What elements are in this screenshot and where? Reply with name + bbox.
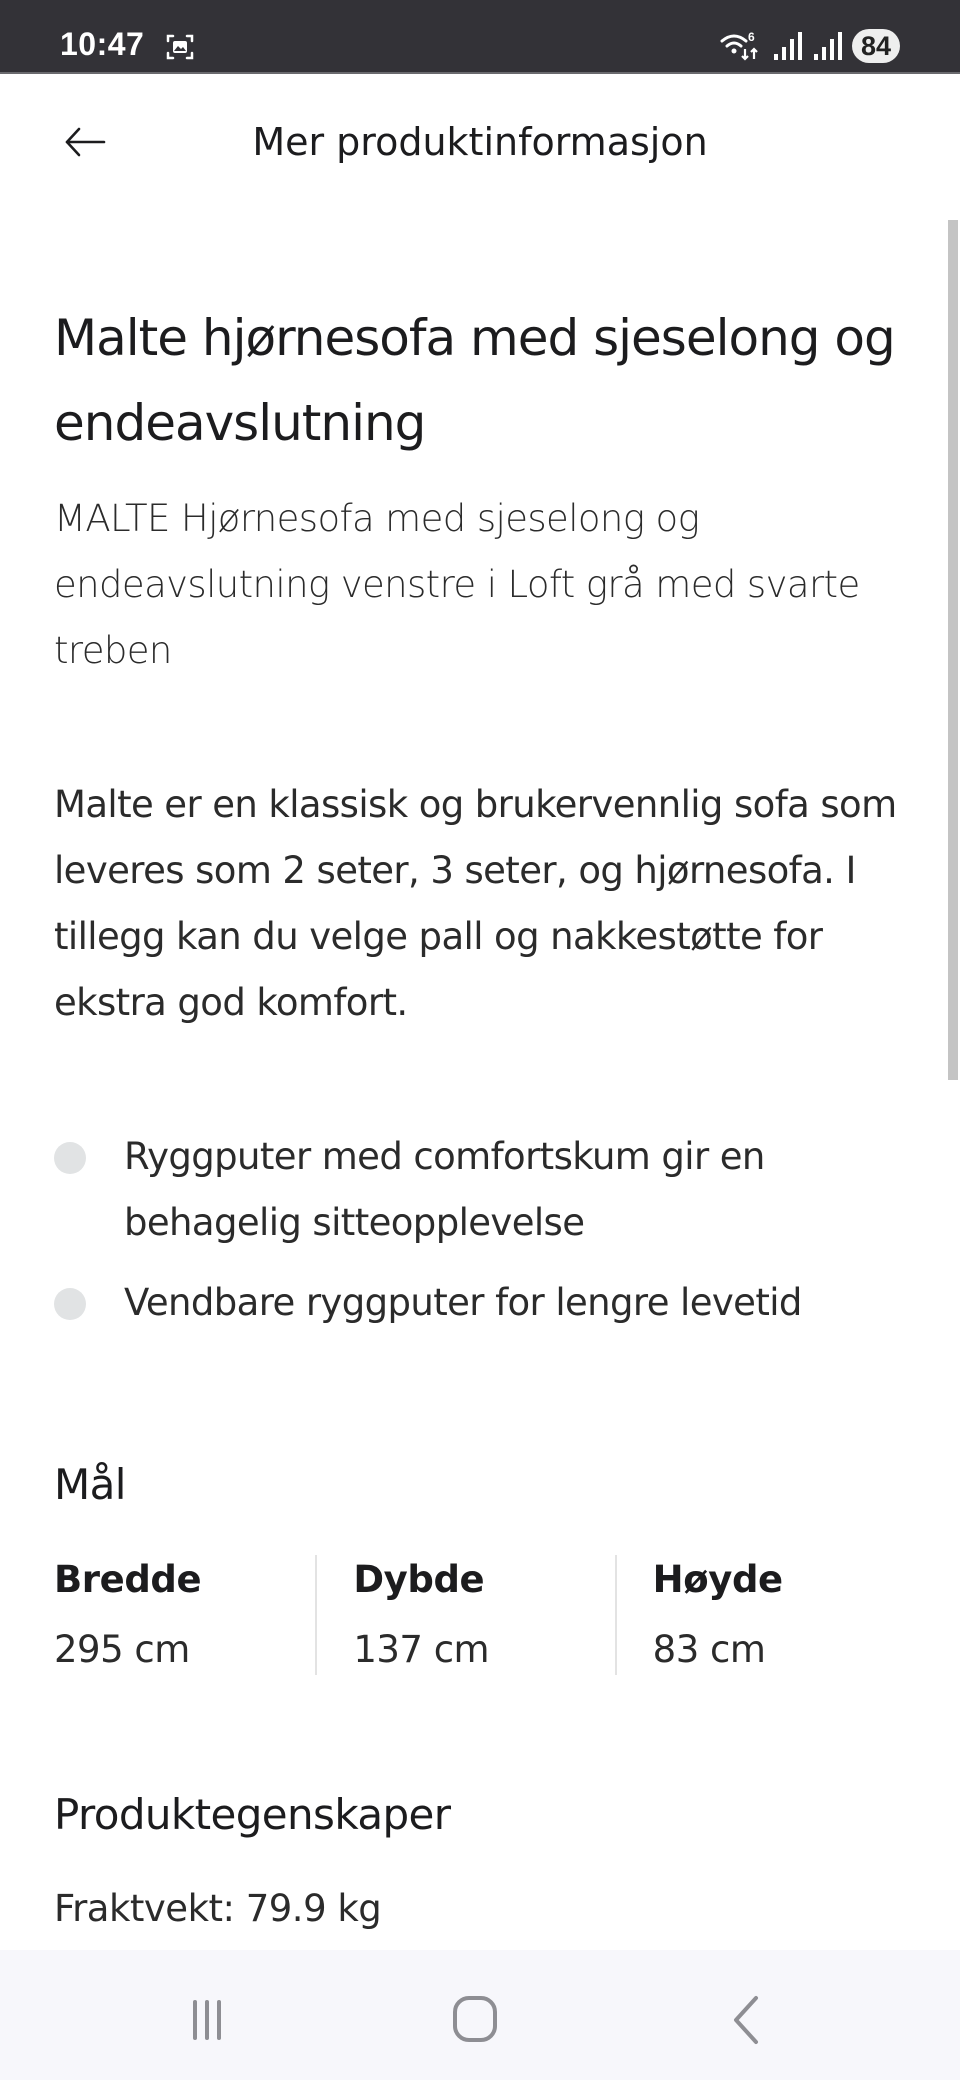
dimension-label: Bredde <box>54 1558 202 1601</box>
page-title: Mer produktinformasjon <box>252 120 708 164</box>
system-back-button[interactable] <box>700 1980 790 2060</box>
home-button[interactable] <box>430 1980 520 2060</box>
dimensions-section <box>54 1460 914 1675</box>
bullet-icon <box>54 1288 86 1320</box>
battery-level: 84 <box>852 29 900 63</box>
back-icon <box>700 1980 790 2060</box>
status-icons <box>718 26 900 66</box>
feature-list <box>54 1124 914 1336</box>
dimension-label: Dybde <box>353 1558 485 1601</box>
dimensions-grid <box>54 1555 914 1675</box>
dimension-height <box>615 1555 914 1675</box>
dimension-label: Høyde <box>652 1558 783 1601</box>
scrollbar[interactable] <box>948 220 958 1080</box>
feature-item <box>54 1124 914 1256</box>
feature-text: Ryggputer med comfortskum gir en behagelig sitteopplevelse <box>124 1135 765 1244</box>
bullet-icon <box>54 1142 86 1174</box>
dimension-width <box>54 1555 315 1675</box>
top-app-bar <box>0 74 960 214</box>
home-icon <box>430 1980 520 2060</box>
dimensions-title: Mål <box>54 1460 126 1509</box>
product-long-description: Malte er en klassisk og brukervennlig sofa som leveres som 2 seter, 3 seter, og hjørnesofa. I tillegg kan du velge pall og nakkestøtte for ekstra god komfort. <box>54 783 897 1024</box>
signal-icon <box>772 30 802 62</box>
status-bar <box>0 0 960 74</box>
system-nav-bar <box>0 1950 960 2080</box>
properties-title: Produktegenskaper <box>54 1790 451 1839</box>
properties-section <box>54 1790 914 1930</box>
screenshot-icon <box>165 32 195 62</box>
clock: 10:47 <box>60 26 145 62</box>
dimension-value: 295 cm <box>54 1628 190 1671</box>
product-short-description: MALTE Hjørnesofa med sjeselong og endeavslutning venstre i Loft grå med svarte treben <box>54 497 860 672</box>
recent-apps-button[interactable] <box>162 1980 252 2060</box>
product-info-content <box>54 296 914 1350</box>
property-shipping-weight: Fraktvekt: 79.9 kg <box>54 1887 382 1930</box>
dimension-value: 83 cm <box>652 1628 766 1671</box>
recent-apps-icon <box>162 1980 252 2060</box>
feature-item <box>54 1270 914 1336</box>
wifi-6-icon <box>718 29 762 63</box>
dimension-value: 137 cm <box>353 1628 490 1671</box>
product-title: Malte hjørnesofa med sjeselong og endeavslutning <box>54 309 895 452</box>
dimension-depth <box>315 1555 614 1675</box>
signal-icon <box>812 30 842 62</box>
svg-text:6: 6 <box>747 30 755 44</box>
feature-text: Vendbare ryggputer for lengre levetid <box>124 1281 802 1324</box>
